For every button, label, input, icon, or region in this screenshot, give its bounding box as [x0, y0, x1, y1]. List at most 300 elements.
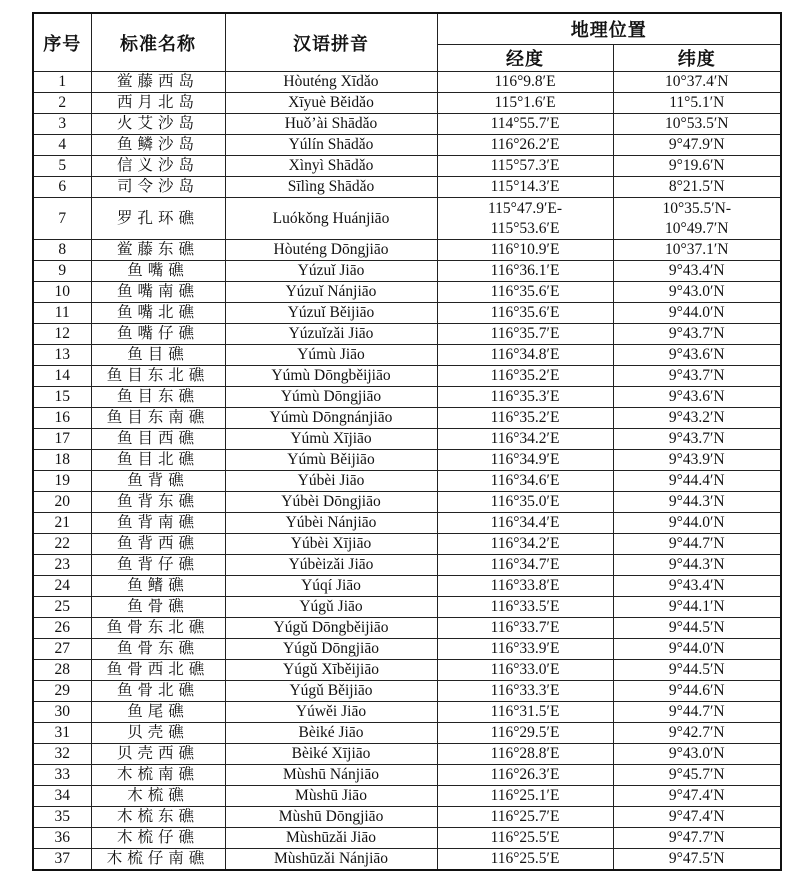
longitude-line: 116°35.2′E — [490, 367, 560, 384]
latitude-line: 9°43.7′N — [668, 367, 725, 384]
cell-pinyin: Yúmù Běijiāo — [225, 450, 437, 471]
table-row — [33, 492, 781, 513]
cell-latitude — [613, 639, 781, 660]
latitude-line: 9°47.9′N — [668, 136, 725, 153]
longitude-line: 115°14.3′E — [490, 178, 560, 195]
cell-longitude — [437, 492, 613, 513]
table-row — [33, 576, 781, 597]
cell-standard-name: 木梳南礁 — [91, 765, 225, 786]
cell-pinyin: Yúzuǐ Běijiāo — [225, 303, 437, 324]
latitude-line: 9°44.0′N — [668, 640, 725, 657]
table-row — [33, 765, 781, 786]
cell-latitude — [613, 429, 781, 450]
cell-latitude — [613, 513, 781, 534]
latitude-line: 9°44.3′N — [668, 493, 725, 510]
cell-longitude — [437, 429, 613, 450]
latitude-line: 9°43.7′N — [668, 430, 725, 447]
cell-number: 18 — [33, 450, 91, 471]
cell-pinyin: Xìnyì Shādǎo — [225, 156, 437, 177]
longitude-line: 116°34.2′E — [490, 535, 560, 552]
cell-longitude — [437, 387, 613, 408]
cell-standard-name: 鱼背西礁 — [91, 534, 225, 555]
cell-latitude — [613, 597, 781, 618]
cell-pinyin: Sīlìng Shādǎo — [225, 177, 437, 198]
cell-number: 23 — [33, 555, 91, 576]
cell-pinyin: Huǒ’ài Shādǎo — [225, 114, 437, 135]
cell-standard-name: 鲎藤西岛 — [91, 72, 225, 93]
header-row-top — [33, 13, 781, 45]
cell-pinyin: Yúbèi Xījiāo — [225, 534, 437, 555]
cell-standard-name: 火艾沙岛 — [91, 114, 225, 135]
cell-standard-name: 木梳仔礁 — [91, 828, 225, 849]
longitude-line: 116°34.2′E — [490, 430, 560, 447]
cell-latitude — [613, 114, 781, 135]
cell-longitude — [437, 345, 613, 366]
cell-standard-name: 鱼目东礁 — [91, 387, 225, 408]
cell-standard-name: 鱼尾礁 — [91, 702, 225, 723]
cell-longitude — [437, 93, 613, 114]
cell-latitude — [613, 576, 781, 597]
cell-longitude — [437, 282, 613, 303]
cell-number: 5 — [33, 156, 91, 177]
longitude-line: 116°25.7′E — [490, 808, 560, 825]
cell-number: 10 — [33, 282, 91, 303]
cell-latitude — [613, 198, 781, 240]
cell-pinyin: Yúmù Dōngběijiāo — [225, 366, 437, 387]
cell-pinyin: Yúgǔ Běijiāo — [225, 681, 437, 702]
cell-number: 37 — [33, 849, 91, 871]
cell-pinyin: Yúbèi Dōngjiāo — [225, 492, 437, 513]
latitude-line: 9°43.4′N — [668, 577, 725, 594]
cell-longitude — [437, 828, 613, 849]
longitude-line: 116°35.0′E — [490, 493, 560, 510]
longitude-line: 115°57.3′E — [490, 157, 560, 174]
cell-standard-name: 鱼骨东礁 — [91, 639, 225, 660]
cell-longitude — [437, 240, 613, 261]
cell-pinyin: Yúbèi Nánjiāo — [225, 513, 437, 534]
cell-latitude — [613, 786, 781, 807]
cell-pinyin: Yúzuǐ Jiāo — [225, 261, 437, 282]
table-row — [33, 324, 781, 345]
cell-latitude — [613, 324, 781, 345]
latitude-line: 9°47.4′N — [668, 808, 725, 825]
header-latitude: 纬度 — [613, 45, 781, 72]
longitude-line: 116°34.7′E — [490, 556, 560, 573]
cell-standard-name: 信义沙岛 — [91, 156, 225, 177]
cell-number: 34 — [33, 786, 91, 807]
cell-number: 7 — [33, 198, 91, 240]
cell-latitude — [613, 681, 781, 702]
table-row — [33, 828, 781, 849]
latitude-line: 9°44.3′N — [668, 556, 725, 573]
cell-longitude — [437, 366, 613, 387]
table-row — [33, 387, 781, 408]
cell-latitude — [613, 177, 781, 198]
cell-latitude — [613, 450, 781, 471]
cell-longitude — [437, 261, 613, 282]
cell-longitude — [437, 324, 613, 345]
cell-latitude — [613, 723, 781, 744]
cell-number: 33 — [33, 765, 91, 786]
cell-standard-name: 鱼骨礁 — [91, 597, 225, 618]
table-row — [33, 240, 781, 261]
longitude-line: 116°26.2′E — [490, 136, 560, 153]
table-row — [33, 282, 781, 303]
longitude-line: 116°33.7′E — [490, 619, 560, 636]
cell-pinyin: Yúgǔ Xīběijiāo — [225, 660, 437, 681]
latitude-line: 9°44.6′N — [668, 682, 725, 699]
cell-pinyin: Yúmù Jiāo — [225, 345, 437, 366]
cell-latitude — [613, 135, 781, 156]
cell-longitude — [437, 639, 613, 660]
longitude-line: 115°47.9′E- — [487, 199, 563, 217]
cell-pinyin: Mùshū Nánjiāo — [225, 765, 437, 786]
latitude-line: 9°43.0′N — [668, 745, 725, 762]
longitude-line: 116°26.3′E — [490, 766, 560, 783]
cell-longitude — [437, 702, 613, 723]
latitude-line: 9°43.4′N — [668, 262, 725, 279]
cell-standard-name: 鱼目西礁 — [91, 429, 225, 450]
latitude-line: 9°42.7′N — [668, 724, 725, 741]
longitude-line: 116°25.5′E — [490, 850, 560, 867]
longitude-line: 116°34.4′E — [490, 514, 560, 531]
cell-longitude — [437, 534, 613, 555]
cell-pinyin: Yúlín Shādǎo — [225, 135, 437, 156]
table-row — [33, 723, 781, 744]
table-row — [33, 744, 781, 765]
latitude-line: 10°49.7′N — [665, 219, 729, 237]
table-row — [33, 513, 781, 534]
latitude-line: 9°47.4′N — [668, 787, 725, 804]
cell-number: 13 — [33, 345, 91, 366]
latitude-line: 9°44.7′N — [668, 703, 725, 720]
longitude-line: 116°10.9′E — [490, 241, 560, 258]
cell-pinyin: Hòuténg Dōngjiāo — [225, 240, 437, 261]
cell-standard-name: 鱼骨东北礁 — [91, 618, 225, 639]
table-row — [33, 786, 781, 807]
cell-pinyin: Yúqí Jiāo — [225, 576, 437, 597]
latitude-line: 9°44.1′N — [668, 598, 725, 615]
cell-pinyin: Yúzuǐzǎi Jiāo — [225, 324, 437, 345]
table-row — [33, 114, 781, 135]
cell-number: 26 — [33, 618, 91, 639]
cell-number: 4 — [33, 135, 91, 156]
cell-latitude — [613, 555, 781, 576]
cell-longitude — [437, 303, 613, 324]
table-row — [33, 72, 781, 93]
table-row — [33, 555, 781, 576]
latitude-line: 9°47.5′N — [668, 850, 725, 867]
cell-pinyin: Bèiké Jiāo — [225, 723, 437, 744]
cell-standard-name: 鲎藤东礁 — [91, 240, 225, 261]
table-row — [33, 597, 781, 618]
cell-number: 28 — [33, 660, 91, 681]
cell-number: 9 — [33, 261, 91, 282]
cell-latitude — [613, 156, 781, 177]
table-row — [33, 366, 781, 387]
cell-number: 2 — [33, 93, 91, 114]
cell-latitude — [613, 93, 781, 114]
cell-longitude — [437, 618, 613, 639]
cell-latitude — [613, 471, 781, 492]
header-longitude: 经度 — [437, 45, 613, 72]
latitude-line: 10°37.1′N — [665, 241, 729, 258]
longitude-line: 116°34.6′E — [490, 472, 560, 489]
cell-standard-name: 贝壳西礁 — [91, 744, 225, 765]
cell-number: 31 — [33, 723, 91, 744]
table-row — [33, 681, 781, 702]
cell-longitude — [437, 198, 613, 240]
latitude-line: 11°5.1′N — [669, 94, 725, 111]
cell-standard-name: 鱼背礁 — [91, 471, 225, 492]
cell-latitude — [613, 366, 781, 387]
latitude-line: 9°44.0′N — [668, 304, 725, 321]
cell-pinyin: Yúbèizǎi Jiāo — [225, 555, 437, 576]
cell-pinyin: Mùshūzǎi Nánjiāo — [225, 849, 437, 871]
longitude-line: 116°33.5′E — [490, 598, 560, 615]
cell-longitude — [437, 471, 613, 492]
cell-pinyin: Yúwěi Jiāo — [225, 702, 437, 723]
table-row — [33, 450, 781, 471]
cell-standard-name: 鱼骨西北礁 — [91, 660, 225, 681]
cell-pinyin: Yúgǔ Dōngběijiāo — [225, 618, 437, 639]
cell-latitude — [613, 261, 781, 282]
cell-longitude — [437, 681, 613, 702]
geographic-names-table — [32, 12, 782, 871]
header-pinyin: 汉语拼音 — [225, 13, 437, 72]
longitude-line: 116°35.6′E — [490, 283, 560, 300]
cell-standard-name: 贝壳礁 — [91, 723, 225, 744]
cell-longitude — [437, 786, 613, 807]
table-row — [33, 639, 781, 660]
cell-number: 21 — [33, 513, 91, 534]
cell-pinyin: Bèiké Xījiāo — [225, 744, 437, 765]
table-row — [33, 429, 781, 450]
longitude-line: 116°35.7′E — [490, 325, 560, 342]
cell-number: 36 — [33, 828, 91, 849]
cell-number: 17 — [33, 429, 91, 450]
cell-number: 32 — [33, 744, 91, 765]
cell-latitude — [613, 660, 781, 681]
table-row — [33, 807, 781, 828]
cell-standard-name: 鱼目东北礁 — [91, 366, 225, 387]
cell-latitude — [613, 387, 781, 408]
latitude-line: 9°44.5′N — [668, 661, 725, 678]
table-header — [33, 13, 781, 72]
cell-pinyin: Yúmù Xījiāo — [225, 429, 437, 450]
cell-number: 14 — [33, 366, 91, 387]
longitude-line: 116°9.8′E — [494, 73, 556, 90]
cell-pinyin: Mùshū Jiāo — [225, 786, 437, 807]
longitude-line: 116°35.3′E — [490, 388, 560, 405]
longitude-line: 116°34.9′E — [490, 451, 560, 468]
cell-number: 3 — [33, 114, 91, 135]
longitude-line: 116°33.3′E — [490, 682, 560, 699]
cell-number: 22 — [33, 534, 91, 555]
cell-longitude — [437, 156, 613, 177]
cell-number: 30 — [33, 702, 91, 723]
longitude-line: 116°25.1′E — [490, 787, 560, 804]
table-row — [33, 849, 781, 871]
cell-latitude — [613, 303, 781, 324]
cell-pinyin: Yúmù Dōngjiāo — [225, 387, 437, 408]
longitude-line: 116°33.8′E — [490, 577, 560, 594]
cell-standard-name: 西月北岛 — [91, 93, 225, 114]
header-geographic-location: 地理位置 — [437, 13, 781, 45]
cell-longitude — [437, 114, 613, 135]
cell-longitude — [437, 765, 613, 786]
cell-longitude — [437, 72, 613, 93]
latitude-line: 9°43.6′N — [668, 346, 725, 363]
cell-number: 24 — [33, 576, 91, 597]
table-row — [33, 534, 781, 555]
cell-latitude — [613, 828, 781, 849]
cell-standard-name: 鱼嘴仔礁 — [91, 324, 225, 345]
table-row — [33, 303, 781, 324]
cell-pinyin: Mùshūzǎi Jiāo — [225, 828, 437, 849]
cell-latitude — [613, 282, 781, 303]
cell-number: 6 — [33, 177, 91, 198]
latitude-line: 9°45.7′N — [668, 766, 725, 783]
cell-pinyin: Yúgǔ Jiāo — [225, 597, 437, 618]
cell-latitude — [613, 240, 781, 261]
cell-standard-name: 鱼嘴礁 — [91, 261, 225, 282]
cell-latitude — [613, 534, 781, 555]
cell-longitude — [437, 135, 613, 156]
latitude-line: 9°47.7′N — [668, 829, 725, 846]
longitude-line: 116°35.6′E — [490, 304, 560, 321]
cell-pinyin: Hòuténg Xīdǎo — [225, 72, 437, 93]
cell-standard-name: 木梳仔南礁 — [91, 849, 225, 871]
cell-number: 11 — [33, 303, 91, 324]
cell-longitude — [437, 576, 613, 597]
table-row — [33, 702, 781, 723]
cell-standard-name: 鱼鳍礁 — [91, 576, 225, 597]
cell-latitude — [613, 618, 781, 639]
cell-longitude — [437, 597, 613, 618]
table-row — [33, 261, 781, 282]
cell-number: 27 — [33, 639, 91, 660]
cell-standard-name: 司令沙岛 — [91, 177, 225, 198]
latitude-line: 9°43.7′N — [668, 325, 725, 342]
cell-pinyin: Luókǒng Huánjiāo — [225, 198, 437, 240]
longitude-line: 114°55.7′E — [490, 115, 560, 132]
latitude-line: 10°53.5′N — [665, 115, 729, 132]
cell-standard-name: 鱼鳞沙岛 — [91, 135, 225, 156]
cell-pinyin: Mùshū Dōngjiāo — [225, 807, 437, 828]
table-body — [33, 72, 781, 871]
cell-number: 12 — [33, 324, 91, 345]
cell-longitude — [437, 408, 613, 429]
cell-longitude — [437, 660, 613, 681]
cell-number: 25 — [33, 597, 91, 618]
cell-standard-name: 鱼目礁 — [91, 345, 225, 366]
table-row — [33, 345, 781, 366]
header-index: 序号 — [33, 13, 91, 72]
longitude-line: 116°33.9′E — [490, 640, 560, 657]
header-standard-name: 标准名称 — [91, 13, 225, 72]
table-row — [33, 408, 781, 429]
cell-standard-name: 罗孔环礁 — [91, 198, 225, 240]
cell-latitude — [613, 345, 781, 366]
cell-standard-name: 鱼背南礁 — [91, 513, 225, 534]
longitude-line: 116°28.8′E — [490, 745, 560, 762]
longitude-line: 115°53.6′E — [490, 219, 560, 237]
cell-number: 15 — [33, 387, 91, 408]
cell-number: 35 — [33, 807, 91, 828]
latitude-line: 9°44.7′N — [668, 535, 725, 552]
cell-number: 19 — [33, 471, 91, 492]
latitude-line: 9°43.2′N — [668, 409, 725, 426]
cell-latitude — [613, 744, 781, 765]
cell-number: 29 — [33, 681, 91, 702]
cell-longitude — [437, 723, 613, 744]
cell-standard-name: 鱼骨北礁 — [91, 681, 225, 702]
cell-standard-name: 鱼嘴南礁 — [91, 282, 225, 303]
cell-latitude — [613, 765, 781, 786]
latitude-line: 10°35.5′N- — [662, 199, 732, 217]
cell-standard-name: 鱼嘴北礁 — [91, 303, 225, 324]
latitude-line: 9°44.0′N — [668, 514, 725, 531]
longitude-line: 116°29.5′E — [490, 724, 560, 741]
cell-number: 16 — [33, 408, 91, 429]
table-row — [33, 660, 781, 681]
table-row — [33, 198, 781, 240]
table-row — [33, 156, 781, 177]
longitude-line: 116°34.8′E — [490, 346, 560, 363]
cell-number: 8 — [33, 240, 91, 261]
latitude-line: 9°43.6′N — [668, 388, 725, 405]
cell-latitude — [613, 72, 781, 93]
cell-longitude — [437, 513, 613, 534]
cell-pinyin: Yúgǔ Dōngjiāo — [225, 639, 437, 660]
cell-latitude — [613, 492, 781, 513]
cell-latitude — [613, 807, 781, 828]
longitude-line: 116°31.5′E — [490, 703, 560, 720]
cell-pinyin: Xīyuè Běidǎo — [225, 93, 437, 114]
latitude-line: 9°19.6′N — [668, 157, 725, 174]
latitude-line: 9°44.5′N — [668, 619, 725, 636]
table-row — [33, 471, 781, 492]
cell-longitude — [437, 555, 613, 576]
cell-latitude — [613, 408, 781, 429]
table-row — [33, 618, 781, 639]
cell-longitude — [437, 849, 613, 871]
cell-pinyin: Yúbèi Jiāo — [225, 471, 437, 492]
latitude-line: 8°21.5′N — [668, 178, 725, 195]
longitude-line: 116°33.0′E — [490, 661, 560, 678]
cell-pinyin: Yúmù Dōngnánjiāo — [225, 408, 437, 429]
cell-standard-name: 木梳东礁 — [91, 807, 225, 828]
latitude-line: 9°43.0′N — [668, 283, 725, 300]
longitude-line: 116°35.2′E — [490, 409, 560, 426]
cell-standard-name: 鱼目东南礁 — [91, 408, 225, 429]
latitude-line: 10°37.4′N — [665, 73, 729, 90]
cell-standard-name: 木梳礁 — [91, 786, 225, 807]
cell-standard-name: 鱼目北礁 — [91, 450, 225, 471]
cell-standard-name: 鱼背东礁 — [91, 492, 225, 513]
longitude-line: 116°36.1′E — [490, 262, 560, 279]
longitude-line: 116°25.5′E — [490, 829, 560, 846]
longitude-line: 115°1.6′E — [494, 94, 556, 111]
cell-longitude — [437, 450, 613, 471]
latitude-line: 9°43.9′N — [668, 451, 725, 468]
latitude-line: 9°44.4′N — [668, 472, 725, 489]
cell-longitude — [437, 744, 613, 765]
table-row — [33, 93, 781, 114]
table-row — [33, 135, 781, 156]
cell-pinyin: Yúzuǐ Nánjiāo — [225, 282, 437, 303]
